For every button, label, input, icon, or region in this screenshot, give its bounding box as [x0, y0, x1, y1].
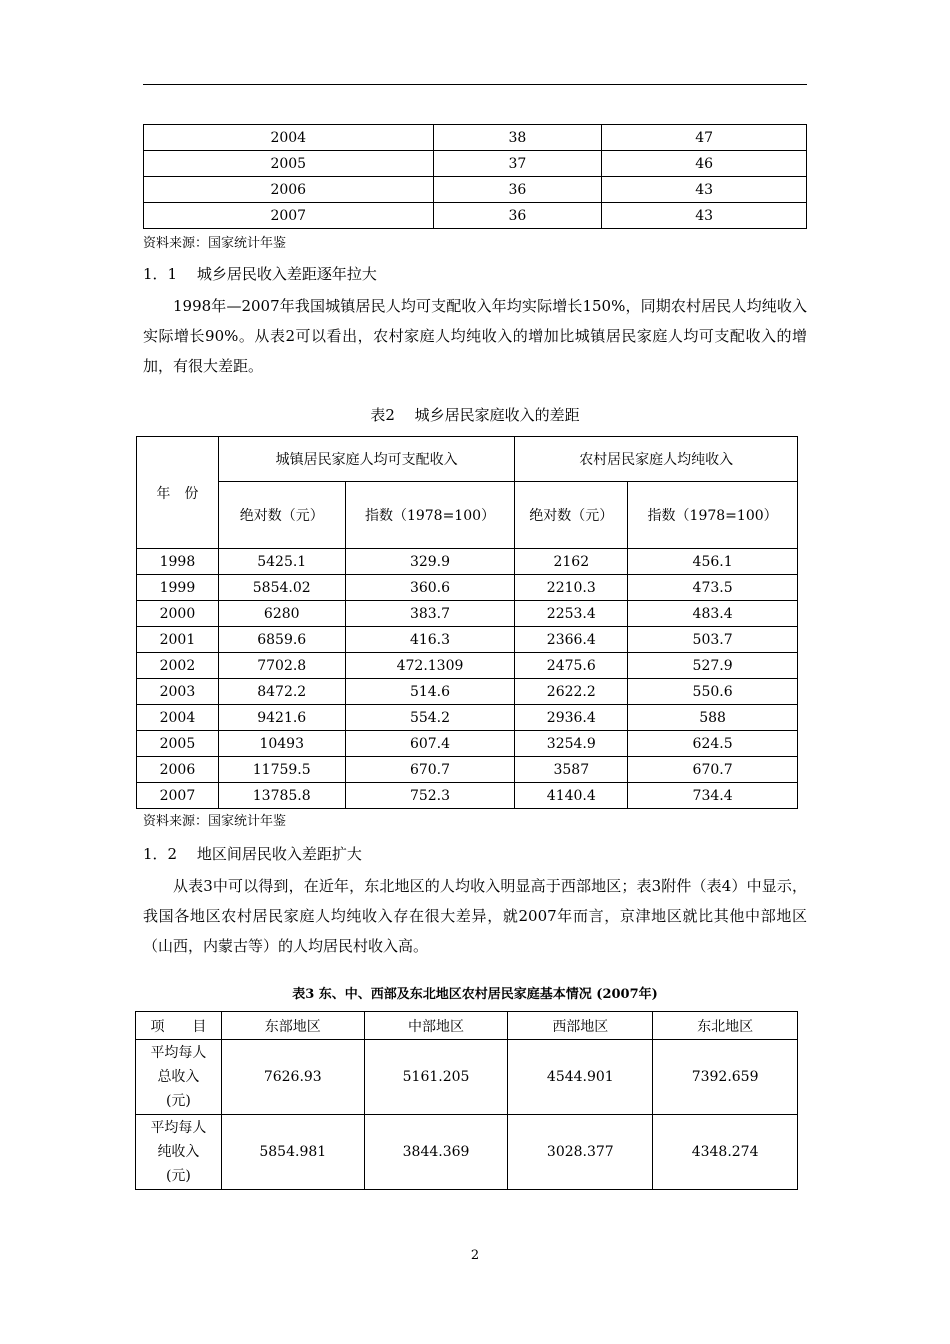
- table-cell: 1999: [137, 575, 219, 601]
- table-cell: 36: [433, 203, 602, 229]
- row-label-line: 平均每人: [150, 1045, 207, 1061]
- table-subheader-row: [137, 482, 798, 549]
- table-cell: 472.1309: [345, 653, 515, 679]
- table-cell: 2936.4: [515, 705, 628, 731]
- table-row: [137, 601, 798, 627]
- table-cell: 47: [602, 125, 807, 151]
- table-cell: 483.4: [628, 601, 798, 627]
- table-cell: 550.6: [628, 679, 798, 705]
- table-row: [137, 549, 798, 575]
- table-2-caption: 表2 城乡居民家庭收入的差距: [370, 406, 580, 424]
- table-cell: 527.9: [628, 653, 798, 679]
- table-cell: 4544.901: [508, 1040, 653, 1115]
- table-cell: 2001: [137, 627, 219, 653]
- table-cell: 670.7: [345, 757, 515, 783]
- table-row: [137, 783, 798, 809]
- table-cell: 4348.274: [653, 1115, 798, 1190]
- table-cell: 4140.4: [515, 783, 628, 809]
- table-cell: 2253.4: [515, 601, 628, 627]
- table-3: [135, 1011, 798, 1190]
- table-cell: 752.3: [345, 783, 515, 809]
- header-rule: [143, 84, 807, 85]
- table-cell: 503.7: [628, 627, 798, 653]
- table-cell: 2004: [137, 705, 219, 731]
- urban-index-header: 指数（1978=100）: [345, 482, 515, 549]
- urban-absolute-header: 绝对数（元）: [218, 482, 345, 549]
- table-header-cell: 项 目: [136, 1012, 222, 1040]
- table-cell: 6280: [218, 601, 345, 627]
- table-cell: 3587: [515, 757, 628, 783]
- section-2-paragraph: 从表3中可以得到，在近年，东北地区的人均收入明显高于西部地区；表3附件（表4）中显示，我国各地区农村居民家庭人均纯收入存在很大差异，就2007年而言，京津地区就比其他中部地区（山西，内蒙古等）的人均居民村收入高。: [143, 877, 807, 955]
- table-cell: 2475.6: [515, 653, 628, 679]
- table-cell: 329.9: [345, 549, 515, 575]
- table-cell: 2162: [515, 549, 628, 575]
- table-row: [137, 627, 798, 653]
- table-cell: 3844.369: [364, 1115, 508, 1190]
- table-cell: 5161.205: [364, 1040, 508, 1115]
- row-label-line: (元): [165, 1168, 191, 1184]
- table-cell: 734.4: [628, 783, 798, 809]
- table-cell: 2007: [137, 783, 219, 809]
- table-cell: 624.5: [628, 731, 798, 757]
- table-row: [144, 151, 807, 177]
- row-label-line: 平均每人: [150, 1120, 207, 1136]
- table-cell: 514.6: [345, 679, 515, 705]
- table-cell: 43: [602, 203, 807, 229]
- table-cell: 6859.6: [218, 627, 345, 653]
- table-cell: 2000: [137, 601, 219, 627]
- table-cell: 7702.8: [218, 653, 345, 679]
- table-header-cell: 东部地区: [221, 1012, 364, 1040]
- table-header-row: [137, 437, 798, 482]
- table-cell: 588: [628, 705, 798, 731]
- table-cell: 11759.5: [218, 757, 345, 783]
- table-row: [137, 575, 798, 601]
- table-cell: 13785.8: [218, 783, 345, 809]
- row-label-line: 纯收入: [157, 1144, 200, 1160]
- table-cell: 2006: [137, 757, 219, 783]
- table-cell: 7392.659: [653, 1040, 798, 1115]
- table-cell: 2002: [137, 653, 219, 679]
- table-cell: 607.4: [345, 731, 515, 757]
- rural-absolute-header: 绝对数（元）: [515, 482, 628, 549]
- table-1: [143, 124, 807, 229]
- table-cell: 360.6: [345, 575, 515, 601]
- year-header: 年 份: [137, 437, 219, 549]
- table-cell: 38: [433, 125, 602, 151]
- table-cell: 43: [602, 177, 807, 203]
- table-header-cell: 西部地区: [508, 1012, 653, 1040]
- table-header-row: [136, 1012, 798, 1040]
- table-cell: 3254.9: [515, 731, 628, 757]
- table-cell: 554.2: [345, 705, 515, 731]
- table-cell: 456.1: [628, 549, 798, 575]
- section-2-heading: 1．2 地区间居民收入差距扩大: [143, 845, 362, 863]
- table-cell: 46: [602, 151, 807, 177]
- table-cell: 37: [433, 151, 602, 177]
- table-cell: 8472.2: [218, 679, 345, 705]
- table-cell: 9421.6: [218, 705, 345, 731]
- table-row: [136, 1115, 798, 1190]
- row-label-line: (元): [165, 1093, 191, 1109]
- table-cell: 2004: [144, 125, 434, 151]
- table-cell: 2622.2: [515, 679, 628, 705]
- table-row: [144, 125, 807, 151]
- table-3-caption: 表3 东、中、西部及东北地区农村居民家庭基本情况 (2007年): [292, 987, 658, 1002]
- rural-index-header: 指数（1978=100）: [628, 482, 798, 549]
- table-2: [136, 436, 798, 809]
- table-header-cell: 中部地区: [364, 1012, 508, 1040]
- section-1-paragraph: 1998年—2007年我国城镇居民人均可支配收入年均实际增长150%，同期农村居民人均纯收入实际增长90%。从表2可以看出，农村家庭人均纯收入的增加比城镇居民家庭人均可支配收入的增加，有很大差距。: [143, 297, 807, 375]
- table-cell: 36: [433, 177, 602, 203]
- page-number: 2: [470, 1248, 480, 1263]
- row-label-line: 总收入: [157, 1069, 200, 1085]
- table-cell: 5854.02: [218, 575, 345, 601]
- table-cell: 2210.3: [515, 575, 628, 601]
- table-cell: 5854.981: [221, 1115, 364, 1190]
- table-cell: 670.7: [628, 757, 798, 783]
- table-cell: 2005: [137, 731, 219, 757]
- table-row: [137, 757, 798, 783]
- table-header-cell: 东北地区: [653, 1012, 798, 1040]
- table-2-source: 资料来源：国家统计年鉴: [143, 814, 287, 829]
- table-row: [136, 1040, 798, 1115]
- row-label-total-income: [136, 1040, 222, 1115]
- table-cell: 383.7: [345, 601, 515, 627]
- row-label-net-income: [136, 1115, 222, 1190]
- table-cell: 3028.377: [508, 1115, 653, 1190]
- table-cell: 1998: [137, 549, 219, 575]
- table-row: [137, 653, 798, 679]
- table-cell: 2366.4: [515, 627, 628, 653]
- urban-group-header: 城镇居民家庭人均可支配收入: [218, 437, 515, 482]
- table-cell: 2006: [144, 177, 434, 203]
- table-cell: 2005: [144, 151, 434, 177]
- table-cell: 7626.93: [221, 1040, 364, 1115]
- table-row: [137, 731, 798, 757]
- rural-group-header: 农村居民家庭人均纯收入: [515, 437, 798, 482]
- table-cell: 416.3: [345, 627, 515, 653]
- table-row: [137, 705, 798, 731]
- table-row: [144, 177, 807, 203]
- table-cell: 473.5: [628, 575, 798, 601]
- table-1-source: 资料来源：国家统计年鉴: [143, 236, 287, 251]
- table-cell: 10493: [218, 731, 345, 757]
- table-row: [144, 203, 807, 229]
- section-1-heading: 1．1 城乡居民收入差距逐年拉大: [143, 265, 377, 283]
- table-cell: 2007: [144, 203, 434, 229]
- table-row: [137, 679, 798, 705]
- table-cell: 2003: [137, 679, 219, 705]
- table-cell: 5425.1: [218, 549, 345, 575]
